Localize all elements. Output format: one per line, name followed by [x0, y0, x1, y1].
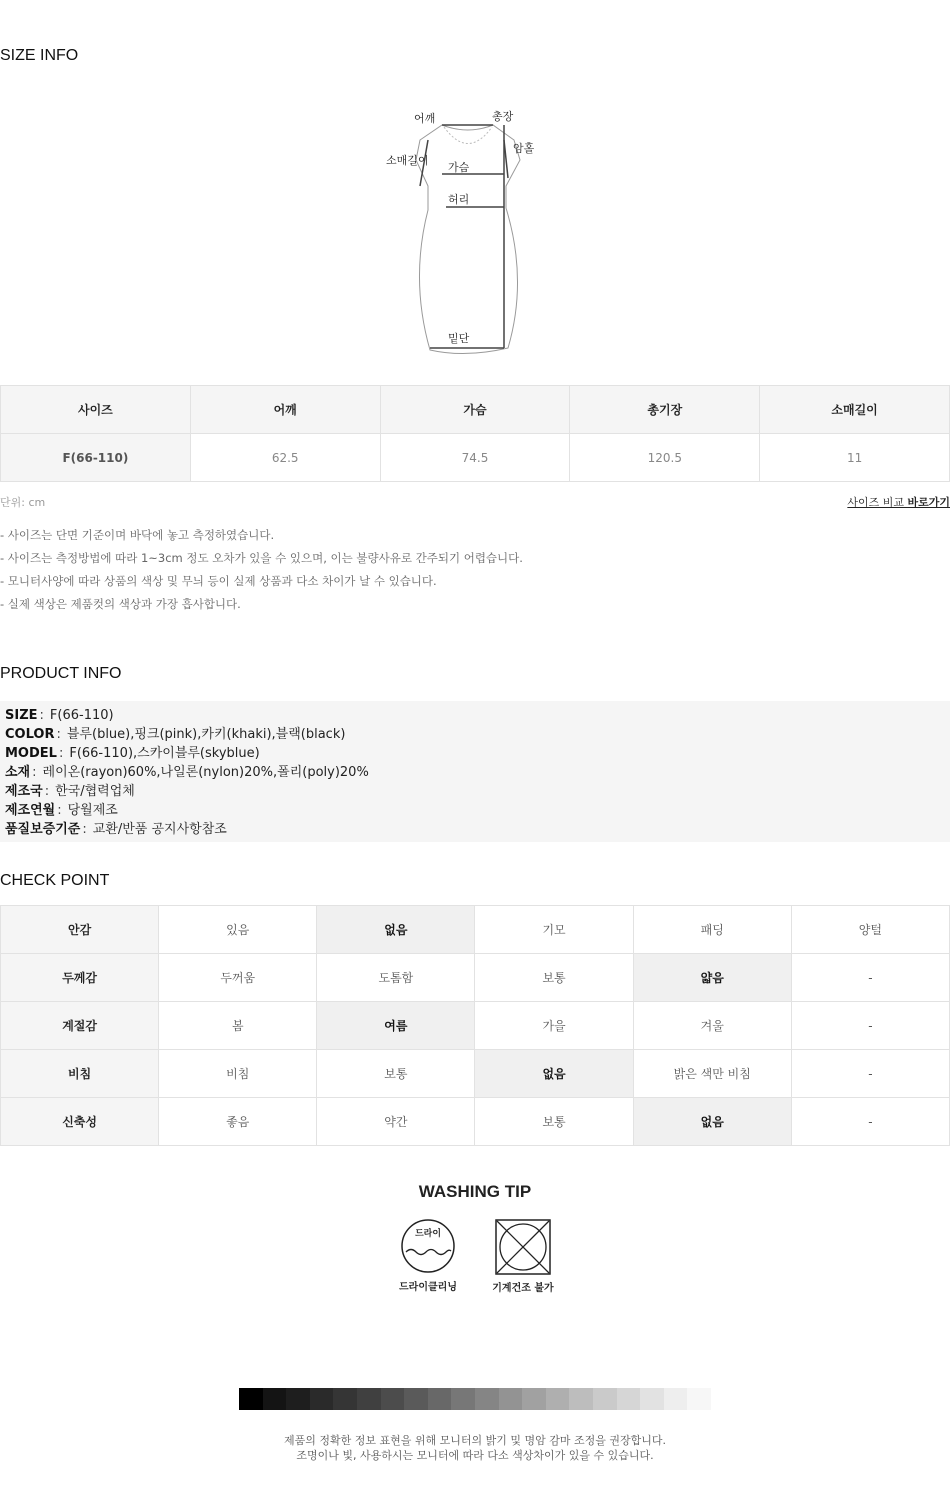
check-point-option: 겨울	[633, 1002, 791, 1050]
size-notes	[0, 527, 523, 619]
product-info-key: 제조연월	[5, 803, 56, 818]
size-compare-shortcut: 바로가기	[907, 496, 950, 509]
grayscale-swatch	[451, 1388, 475, 1410]
check-point-label: 계절감	[1, 1002, 159, 1050]
check-point-option: -	[791, 1050, 949, 1098]
check-point-row	[1, 1050, 950, 1098]
dry-clean-icon	[400, 1218, 456, 1274]
diagram-label-chest: 가슴	[448, 161, 470, 174]
check-point-label: 신축성	[1, 1098, 159, 1146]
grayscale-swatch	[357, 1388, 381, 1410]
grayscale-swatch	[333, 1388, 357, 1410]
grayscale-swatch	[381, 1388, 405, 1410]
washing-label: 기계건조 불가	[492, 1283, 554, 1294]
size-table-cell: 120.5	[570, 434, 760, 482]
check-point-option-selected: 없음	[633, 1098, 791, 1146]
size-compare-link[interactable]	[847, 494, 950, 510]
no-tumble-dry-icon	[494, 1218, 552, 1276]
check-point-option: -	[791, 1098, 949, 1146]
check-point-option: 약간	[317, 1098, 475, 1146]
product-info-key: 품질보증기준	[5, 822, 81, 837]
grayscale-swatch	[310, 1388, 334, 1410]
check-point-option: 비침	[159, 1050, 317, 1098]
monitor-note-line: 제품의 정확한 정보 표현을 위해 모니터의 밝기 및 명암 감마 조정을 권장합니다.	[284, 1434, 666, 1447]
check-point-option: 패딩	[633, 906, 791, 954]
size-compare-prefix: 사이즈 비교	[847, 496, 904, 509]
product-info-row: MODEL : F(66-110),스카이블루(skyblue)	[5, 746, 260, 761]
check-point-option: 기모	[475, 906, 633, 954]
product-info-value: F(66-110)	[49, 708, 114, 723]
size-info-title: SIZE INFO	[0, 47, 79, 64]
product-info-value: 교환/반품 공지사항참조	[92, 822, 227, 837]
size-table-cell: 74.5	[380, 434, 570, 482]
diagram-label-armhole: 암홀	[513, 142, 535, 155]
check-point-option: 보통	[475, 1098, 633, 1146]
size-table-cell: F(66-110)	[1, 434, 191, 482]
product-info-row: 품질보증기준 : 교환/반품 공지사항참조	[5, 822, 227, 837]
product-info-key: SIZE	[5, 708, 38, 723]
product-info-title: PRODUCT INFO	[0, 665, 122, 682]
size-table	[0, 385, 950, 482]
unit-label: 단위: cm	[0, 496, 46, 509]
grayscale-swatch	[263, 1388, 287, 1410]
diagram-label-waist: 허리	[448, 193, 470, 206]
grayscale-swatch	[499, 1388, 523, 1410]
size-table-cell: 62.5	[190, 434, 380, 482]
dry-clean-icon-text: 드라이	[414, 1229, 442, 1239]
size-table-header-row	[1, 386, 950, 434]
check-point-label: 안감	[1, 906, 159, 954]
size-note: - 사이즈는 측정방법에 따라 1~3cm 정도 오차가 있을 수 있으며, 이는 불량사유로 간주되기 어렵습니다.	[0, 551, 523, 565]
check-point-row	[1, 906, 950, 954]
product-info-row: SIZE : F(66-110)	[5, 708, 114, 723]
product-info-value: 레이온(rayon)60%,나일론(nylon)20%,폴리(poly)20%	[42, 765, 369, 780]
size-table-header: 사이즈	[1, 386, 191, 434]
check-point-option: -	[791, 1002, 949, 1050]
check-point-option: 가을	[475, 1002, 633, 1050]
check-point-table	[0, 905, 950, 1146]
check-point-option: 보통	[317, 1050, 475, 1098]
check-point-option-selected: 없음	[475, 1050, 633, 1098]
check-point-option-selected: 얇음	[633, 954, 791, 1002]
monitor-note	[0, 1433, 950, 1463]
check-point-option-selected: 여름	[317, 1002, 475, 1050]
grayscale-swatch	[286, 1388, 310, 1410]
product-info-key: 제조국	[5, 784, 43, 799]
grayscale-swatch	[664, 1388, 688, 1410]
grayscale-swatch	[522, 1388, 546, 1410]
product-info-row: 소재 : 레이온(rayon)60%,나일론(nylon)20%,폴리(poly)20%	[5, 765, 369, 780]
grayscale-swatch	[428, 1388, 452, 1410]
grayscale-swatch	[687, 1388, 711, 1410]
diagram-label-hem: 밑단	[448, 332, 470, 345]
diagram-label-shoulder: 어깨	[414, 112, 436, 125]
size-table-row	[1, 434, 950, 482]
product-info-value: 한국/협력업체	[55, 784, 135, 799]
grayscale-swatch	[640, 1388, 664, 1410]
size-table-header: 총기장	[570, 386, 760, 434]
check-point-title: CHECK POINT	[0, 872, 110, 889]
check-point-label: 두께감	[1, 954, 159, 1002]
check-point-label: 비침	[1, 1050, 159, 1098]
grayscale-bar	[239, 1388, 711, 1410]
size-table-header: 어깨	[190, 386, 380, 434]
grayscale-swatch	[404, 1388, 428, 1410]
check-point-option: -	[791, 954, 949, 1002]
size-diagram	[380, 100, 540, 360]
washing-item-dry-clean	[393, 1218, 463, 1293]
washing-label: 드라이클리닝	[399, 1282, 457, 1293]
check-point-option: 양털	[791, 906, 949, 954]
check-point-row	[1, 1098, 950, 1146]
monitor-note-line: 조명이나 빛, 사용하시는 모니터에 따라 다소 색상차이가 있을 수 있습니다.	[296, 1449, 654, 1462]
product-info-key: COLOR	[5, 727, 55, 742]
product-info-value: 당월제조	[67, 803, 118, 818]
grayscale-swatch	[239, 1388, 263, 1410]
check-point-option: 있음	[159, 906, 317, 954]
product-info-box	[0, 701, 950, 842]
check-point-row	[1, 954, 950, 1002]
check-point-option: 두꺼움	[159, 954, 317, 1002]
washing-item-no-tumble-dry	[487, 1218, 559, 1294]
product-info-key: MODEL	[5, 746, 57, 761]
check-point-option-selected: 없음	[317, 906, 475, 954]
product-info-row: COLOR : 블루(blue),핑크(pink),카키(khaki),블랙(black)	[5, 727, 346, 742]
product-info-row: 제조국 : 한국/협력업체	[5, 784, 135, 799]
check-point-option: 밝은 색만 비침	[633, 1050, 791, 1098]
size-table-header: 가슴	[380, 386, 570, 434]
washing-tip-title: WASHING TIP	[418, 1182, 532, 1201]
product-info-value: F(66-110),스카이블루(skyblue)	[69, 746, 260, 761]
check-point-option: 좋음	[159, 1098, 317, 1146]
check-point-option: 봄	[159, 1002, 317, 1050]
grayscale-swatch	[617, 1388, 641, 1410]
product-info-row: 제조연월 : 당월제조	[5, 803, 118, 818]
product-info-key: 소재	[5, 765, 31, 780]
check-point-option: 도톰함	[317, 954, 475, 1002]
diagram-label-total-length: 총장	[492, 110, 514, 123]
grayscale-swatch	[546, 1388, 570, 1410]
size-table-header: 소매길이	[760, 386, 950, 434]
grayscale-swatch	[593, 1388, 617, 1410]
check-point-option: 보통	[475, 954, 633, 1002]
size-note: - 실제 색상은 제품컷의 색상과 가장 흡사합니다.	[0, 597, 241, 611]
grayscale-swatch	[569, 1388, 593, 1410]
grayscale-swatch	[475, 1388, 499, 1410]
check-point-row	[1, 1002, 950, 1050]
product-info-value: 블루(blue),핑크(pink),카키(khaki),블랙(black)	[66, 727, 346, 742]
size-note: - 모니터사양에 따라 상품의 색상 및 무늬 등이 실제 상품과 다소 차이가 날 수 있습니다.	[0, 574, 437, 588]
diagram-label-sleeve: 소매길이	[386, 154, 429, 167]
size-table-cell: 11	[760, 434, 950, 482]
size-note: - 사이즈는 단면 기준이며 바닥에 놓고 측정하였습니다.	[0, 528, 275, 542]
dress-outline-illustration	[380, 100, 540, 360]
